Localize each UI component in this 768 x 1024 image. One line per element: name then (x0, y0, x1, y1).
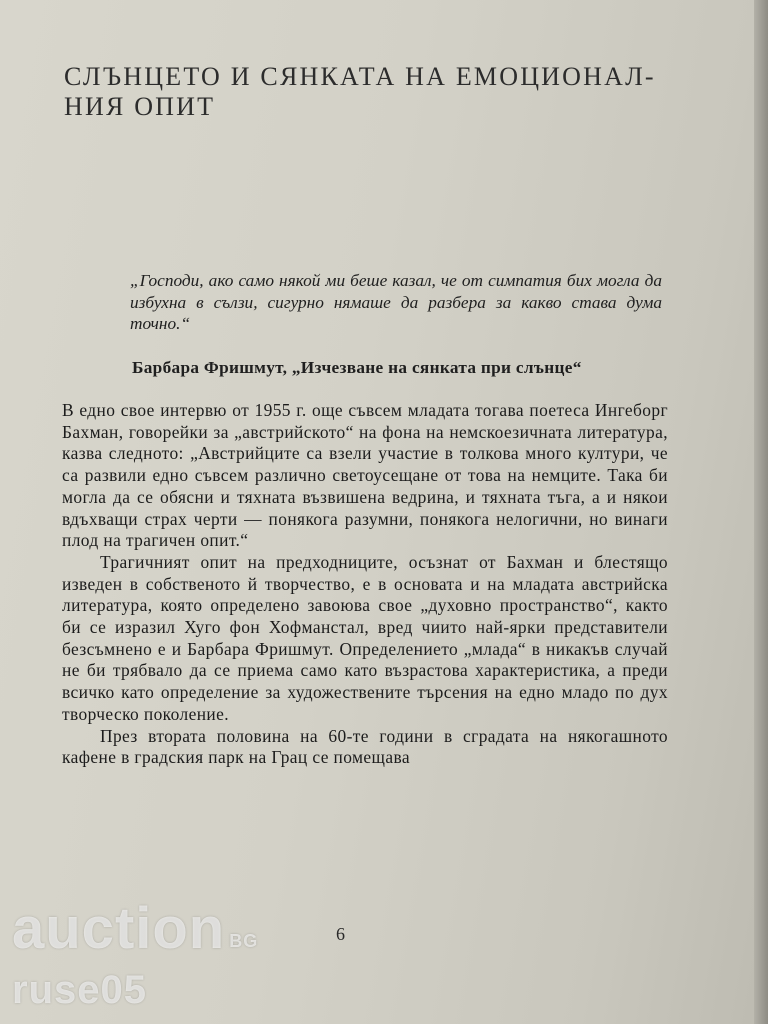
watermark (12, 898, 258, 1012)
watermark-superscript: BG (229, 931, 259, 951)
epigraph-quote: „Господи, ако само някой ми беше казал, че от симпатия бих могла да избухна в сълзи, сигурно нямаше да разбера за какво става дума точно.“ (130, 271, 662, 333)
paragraph: Трагичният опит на предходниците, осъзнат от Бахман и блестящо изведен в собственото й творчество, е в основата и на младата австрийска литература, която определено завоюва свое „духовно пространство“, както би се изразил Хуго фон Хофманстал, вред чиито най-ярки представители безсъмнено е и Барбара Фришмут. Определението „млада“ в никакъв случай не би трябвало да се приема само като възрастова характеристика, а преди всичко като определение за художествените търсения на едно младо по дух творческо поколение. (62, 551, 668, 724)
watermark-logo (12, 898, 258, 960)
paragraph: През втората половина на 60-те години в сградата на някогашното кафене в градския парк на Грац се помещава (62, 725, 668, 768)
chapter-title: СЛЪНЦЕТО И СЯНКАТА НА ЕМОЦИОНАЛ-НИЯ ОПИТ (64, 62, 656, 121)
paragraph: В едно свое интервю от 1955 г. още съвсем младата тогава поетеса Ингеборг Бахман, говорейки за „австрийското“ на фона на немскоезичната литература, казва следното: „Австрийците са взели участие в толкова много култури, че са развили едно съвсем различно светоусещане от това на немците. Така би могла да се обясни и тяхната възвишена ведрина, и тяхната тъга, а и някои вдъхващи страх черти — понякога разумни, понякога нелогични, но винаги плод на трагичен опит.“ (62, 400, 668, 551)
watermark-seller: ruse05 (12, 968, 147, 1012)
epigraph-attribution: Барбара Фришмут, „Изчезване на сянката при слънце“ (132, 358, 582, 377)
watermark-main-text: auction (12, 896, 226, 961)
page-edge-shadow (754, 0, 768, 1024)
body-text (62, 400, 668, 769)
page-number: 6 (336, 924, 345, 944)
